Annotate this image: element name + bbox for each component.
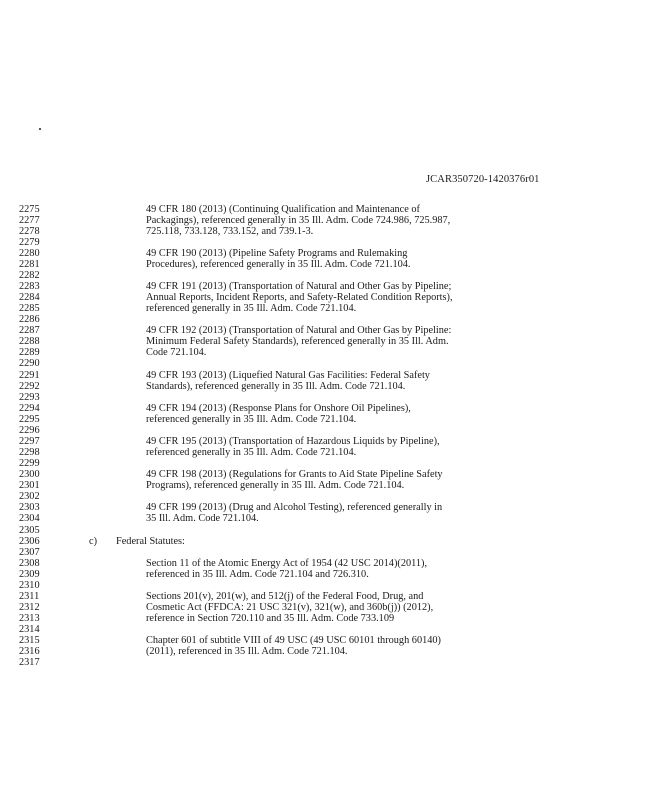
section-label: c) — [89, 535, 97, 547]
line-text: Cosmetic Act (FFDCA: 21 USC 321(v), 321(w), and 360b(j)) (2012), — [146, 602, 434, 614]
line-text: Section 11 of the Atomic Energy Act of 1954 (42 USC 2014)(2011), — [146, 557, 428, 569]
document-line — [0, 370, 671, 381]
line-number: 2282 — [19, 269, 40, 281]
line-text: reference in Section 720.110 and 35 Ill. Adm. Code 733.109 — [146, 613, 395, 625]
section-heading — [89, 536, 185, 547]
line-text: Procedures), referenced generally in 35 Ill. Adm. Code 721.104. — [146, 258, 411, 270]
document-line — [0, 270, 671, 281]
line-number: 2311 — [19, 590, 40, 602]
line-number: 2307 — [19, 546, 40, 558]
line-number: 2300 — [19, 469, 40, 481]
line-number: 2310 — [19, 579, 40, 591]
line-number: 2312 — [19, 602, 40, 614]
document-line — [0, 215, 671, 226]
line-number: 2309 — [19, 568, 40, 580]
line-number: 2295 — [19, 413, 40, 425]
document-line — [0, 425, 671, 436]
line-number: 2303 — [19, 502, 40, 514]
line-number: 2283 — [19, 280, 40, 292]
line-text: Sections 201(v), 201(w), and 512(j) of the Federal Food, Drug, and — [146, 590, 424, 602]
line-text: Code 721.104. — [146, 347, 207, 359]
line-number: 2281 — [19, 258, 40, 270]
line-number: 2278 — [19, 225, 40, 237]
document-line — [0, 237, 671, 248]
document-line — [0, 657, 671, 668]
document-line — [0, 480, 671, 491]
line-number: 2315 — [19, 635, 40, 647]
line-number: 2317 — [19, 657, 40, 669]
section-title: Federal Statutes: — [116, 535, 185, 547]
document-line — [0, 558, 671, 569]
document-line — [0, 591, 671, 602]
document-line — [0, 381, 671, 392]
document-line — [0, 314, 671, 325]
document-id-header: JCAR350720-1420376r01 — [426, 174, 540, 185]
line-text: 49 CFR 198 (2013) (Regulations for Grants to Aid State Pipeline Safety — [146, 469, 443, 481]
line-text: 725.118, 733.128, 733.152, and 739.1-3. — [146, 225, 314, 237]
document-line — [0, 259, 671, 270]
line-number: 2316 — [19, 646, 40, 658]
line-text: 49 CFR 190 (2013) (Pipeline Safety Programs and Rulemaking — [146, 247, 408, 259]
document-line — [0, 248, 671, 259]
line-number: 2301 — [19, 480, 40, 492]
line-number: 2304 — [19, 513, 40, 525]
line-text: Programs), referenced generally in 35 Ill. Adm. Code 721.104. — [146, 480, 405, 492]
line-text: referenced generally in 35 Ill. Adm. Code 721.104. — [146, 413, 357, 425]
document-line — [0, 602, 671, 613]
document-line — [0, 336, 671, 347]
line-number: 2297 — [19, 435, 40, 447]
document-line — [0, 469, 671, 480]
line-text: referenced generally in 35 Ill. Adm. Code 721.104. — [146, 303, 357, 315]
line-number: 2298 — [19, 447, 40, 459]
line-text: Minimum Federal Safety Standards), referenced generally in 35 Ill. Adm. — [146, 336, 449, 348]
line-text: 49 CFR 195 (2013) (Transportation of Hazardous Liquids by Pipeline), — [146, 435, 440, 447]
document-line — [0, 624, 671, 635]
line-number: 2306 — [19, 535, 40, 547]
line-number: 2313 — [19, 613, 40, 625]
document-line — [0, 436, 671, 447]
line-number: 2292 — [19, 380, 40, 392]
line-number: 2305 — [19, 524, 40, 536]
document-line — [0, 569, 671, 580]
document-line — [0, 547, 671, 558]
document-line — [0, 525, 671, 536]
line-number: 2280 — [19, 247, 40, 259]
line-text: 49 CFR 192 (2013) (Transportation of Natural and Other Gas by Pipeline: — [146, 325, 452, 337]
stray-mark — [39, 128, 41, 130]
document-line — [0, 403, 671, 414]
document-line — [0, 204, 671, 215]
document-line — [0, 635, 671, 646]
document-line — [0, 513, 671, 524]
document-line — [0, 358, 671, 369]
document-line — [0, 458, 671, 469]
line-number: 2296 — [19, 424, 40, 436]
line-text: referenced generally in 35 Ill. Adm. Code 721.104. — [146, 447, 357, 459]
document-line — [0, 491, 671, 502]
line-number: 2302 — [19, 491, 40, 503]
line-text: 49 CFR 191 (2013) (Transportation of Natural and Other Gas by Pipeline; — [146, 280, 452, 292]
line-number: 2287 — [19, 325, 40, 337]
line-number: 2285 — [19, 303, 40, 315]
document-line — [0, 303, 671, 314]
line-text: Packagings), referenced generally in 35 Ill. Adm. Code 724.986, 725.987, — [146, 214, 451, 226]
line-text: 49 CFR 199 (2013) (Drug and Alcohol Testing), referenced generally in — [146, 502, 443, 514]
line-text: 35 Ill. Adm. Code 721.104. — [146, 513, 259, 525]
line-number: 2289 — [19, 347, 40, 359]
document-line — [0, 347, 671, 358]
line-number: 2299 — [19, 458, 40, 470]
document-line — [0, 447, 671, 458]
document-line — [0, 325, 671, 336]
line-number: 2284 — [19, 292, 40, 304]
line-number: 2290 — [19, 358, 40, 370]
document-line — [0, 281, 671, 292]
document-line — [0, 226, 671, 237]
line-text: Chapter 601 of subtitle VIII of 49 USC (49 USC 60101 through 60140) — [146, 635, 441, 647]
line-text: Annual Reports, Incident Reports, and Safety-Related Condition Reports), — [146, 292, 453, 304]
document-line — [0, 613, 671, 624]
document-line — [0, 646, 671, 657]
line-number: 2279 — [19, 236, 40, 248]
document-line — [0, 502, 671, 513]
line-number: 2293 — [19, 391, 40, 403]
line-number: 2291 — [19, 369, 40, 381]
line-number: 2277 — [19, 214, 40, 226]
line-number: 2286 — [19, 314, 40, 326]
document-line — [0, 392, 671, 403]
line-number: 2288 — [19, 336, 40, 348]
document-line — [0, 292, 671, 303]
line-text: Standards), referenced generally in 35 Ill. Adm. Code 721.104. — [146, 380, 406, 392]
line-text: 49 CFR 180 (2013) (Continuing Qualification and Maintenance of — [146, 203, 420, 215]
line-number: 2308 — [19, 557, 40, 569]
line-number: 2294 — [19, 402, 40, 414]
line-text: 49 CFR 194 (2013) (Response Plans for Onshore Oil Pipelines), — [146, 402, 411, 414]
document-line — [0, 536, 671, 547]
line-text: (2011), referenced in 35 Ill. Adm. Code 721.104. — [146, 646, 348, 658]
document-line — [0, 414, 671, 425]
line-text: referenced in 35 Ill. Adm. Code 721.104 and 726.310. — [146, 568, 369, 580]
line-number: 2314 — [19, 624, 40, 636]
line-text: 49 CFR 193 (2013) (Liquefied Natural Gas Facilities: Federal Safety — [146, 369, 430, 381]
document-line — [0, 580, 671, 591]
line-number: 2275 — [19, 203, 40, 215]
